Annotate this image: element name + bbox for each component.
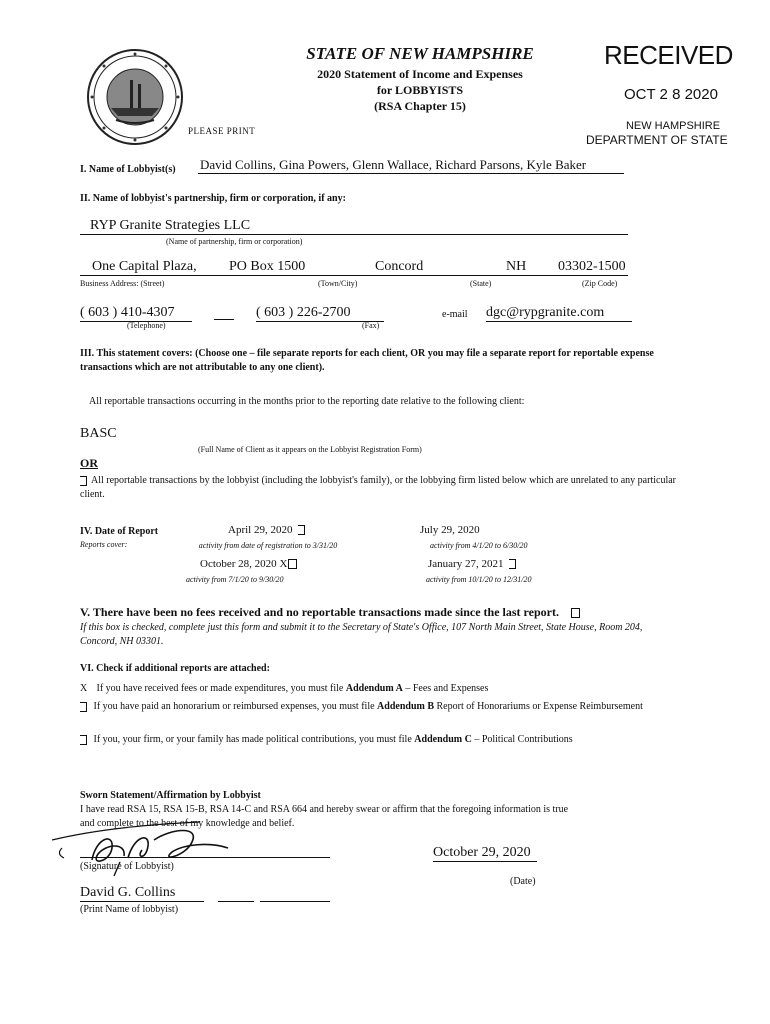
date-field[interactable]: October 29, 2020 <box>433 845 537 862</box>
signature-line[interactable] <box>80 857 330 858</box>
please-print-label: PLEASE PRINT <box>188 126 256 136</box>
lobbyist-name-label: I. Name of Lobbyist(s) <box>80 164 176 175</box>
date-of-report-label: IV. Date of Report <box>80 526 159 537</box>
sworn-text-1: I have read RSA 15, RSA 15-B, RSA 14-C and RSA 664 and hereby swear or affirm that the foregoing information is true <box>80 804 569 815</box>
or-label: OR <box>80 456 98 470</box>
sworn-text-2: and complete to the best of my knowledge and belief. <box>80 818 295 829</box>
reports-cover-label: Reports cover: <box>80 540 128 549</box>
print-name-underline <box>80 901 204 902</box>
alternative-checkbox[interactable] <box>80 476 87 486</box>
print-name-line-3 <box>260 901 330 902</box>
section6-heading: VI. Check if additional reports are attached: <box>80 663 270 674</box>
city-field[interactable]: Concord <box>375 259 424 274</box>
email-field[interactable]: dgc@rypgranite.com <box>486 305 632 322</box>
report-date-4-checkbox[interactable] <box>509 559 516 569</box>
no-fees-checkbox[interactable] <box>571 608 580 618</box>
street-field[interactable]: One Capital Plaza, <box>92 259 197 274</box>
report-date-1: April 29, 2020 <box>228 524 309 536</box>
signature-caption: (Signature of Lobbyist) <box>80 861 174 872</box>
firm-name-field[interactable]: RYP Granite Strategies LLC <box>80 218 628 235</box>
form-subtitle-2: for LOBBYISTS <box>376 83 464 97</box>
firm-name-caption: (Name of partnership, firm or corporation) <box>166 237 303 246</box>
alternative-text: All reportable transactions by the lobbyist (including the lobbyist's family), or the lobbying firm listed below which are unrelated to any particular client. <box>80 475 676 500</box>
sworn-heading: Sworn Statement/Affirmation by Lobbyist <box>80 790 261 801</box>
zip-caption: (Zip Code) <box>582 279 618 288</box>
form-subtitle-1: 2020 Statement of Income and Expenses <box>317 67 523 81</box>
form-title: STATE OF NEW HAMPSHIRE <box>306 44 534 63</box>
fax-caption: (Fax) <box>362 321 380 330</box>
city-caption: (Town/City) <box>318 279 358 288</box>
fax-field[interactable]: ( 603 ) 226-2700 <box>256 305 384 322</box>
report-date-1-cover: activity from date of registration to 3/31/20 <box>198 541 338 550</box>
street-caption: Business Address: (Street) <box>80 279 165 288</box>
telephone-extra-line <box>214 319 234 320</box>
telephone-field[interactable]: ( 603 ) 410-4307 <box>80 305 192 322</box>
section5-note: If this box is checked, complete just this form and submit it to the Secretary of State's Office, 107 North Main Street, State House, Room 204, Concord, NH 03301. <box>80 622 643 647</box>
section5-heading: V. There have been no fees received and no reportable transactions made since the last report. <box>80 605 580 620</box>
section3-heading: III. This statement covers: (Choose one – file separate reports for each client, OR you may file a separate report for reportable expense transactions which are not attributable to any one client). <box>80 348 654 373</box>
form-subtitle-3: (RSA Chapter 15) <box>374 99 466 113</box>
stamp-dept-1: NEW HAMPSHIRE <box>625 120 721 132</box>
zip-field[interactable]: 03302-1500 <box>558 259 626 274</box>
addendum-b-row: If you have paid an honorarium or reimbursed expenses, you must file Addendum B Report of Honorariums or Expense Reimbursement <box>80 700 680 713</box>
report-date-3: October 28, 2020 X <box>200 558 297 570</box>
pobox-field[interactable]: PO Box 1500 <box>229 259 306 274</box>
state-field[interactable]: NH <box>506 259 527 274</box>
report-date-2-cover: activity from 4/1/20 to 6/30/20 <box>430 541 528 550</box>
report-date-1-checkbox[interactable] <box>298 525 305 535</box>
report-date-3-mark: X <box>279 558 288 570</box>
state-caption: (State) <box>470 279 492 288</box>
report-date-4: January 27, 2021 <box>428 558 520 570</box>
addendum-b-checkbox[interactable] <box>80 702 87 712</box>
state-seal-image <box>86 48 184 146</box>
telephone-caption: (Telephone) <box>127 321 166 330</box>
addendum-c-row: If you, your firm, or your family has made political contributions, you must file Addendum C – Political Contributions <box>80 734 573 745</box>
lobbyist-name-field[interactable]: David Collins, Gina Powers, Glenn Wallace, Richard Parsons, Kyle Baker <box>198 157 624 174</box>
print-name-caption: (Print Name of lobbyist) <box>80 904 179 915</box>
client-field[interactable]: BASC <box>80 426 117 441</box>
report-date-4-cover: activity from 10/1/20 to 12/31/20 <box>426 575 532 584</box>
client-caption: (Full Name of Client as it appears on the Lobbyist Registration Form) <box>198 445 422 454</box>
report-date-3-cover: activity from 7/1/20 to 9/30/20 <box>186 575 284 584</box>
report-date-2: July 29, 2020 <box>420 524 480 536</box>
print-name-field[interactable]: David G. Collins <box>80 885 176 900</box>
addendum-a-mark[interactable]: X <box>80 683 88 694</box>
print-name-line-2 <box>218 901 254 902</box>
email-label: e-mail <box>442 309 468 320</box>
received-stamp: RECEIVED <box>604 40 733 70</box>
section3-line: All reportable transactions occurring in the months prior to the reporting date relative to the following client: <box>89 396 525 407</box>
received-date: OCT 2 8 2020 <box>624 86 718 103</box>
addendum-c-checkbox[interactable] <box>80 735 87 745</box>
firm-label: II. Name of lobbyist's partnership, firm or corporation, if any: <box>80 193 346 204</box>
date-caption: (Date) <box>510 876 536 887</box>
report-date-3-checkbox[interactable] <box>288 559 297 569</box>
stamp-dept-2: DEPARTMENT OF STATE <box>586 133 728 147</box>
addendum-a-row: X If you have received fees or made expenditures, you must file Addendum A – Fees and Expenses <box>80 683 489 694</box>
section3-alternative <box>80 474 690 502</box>
